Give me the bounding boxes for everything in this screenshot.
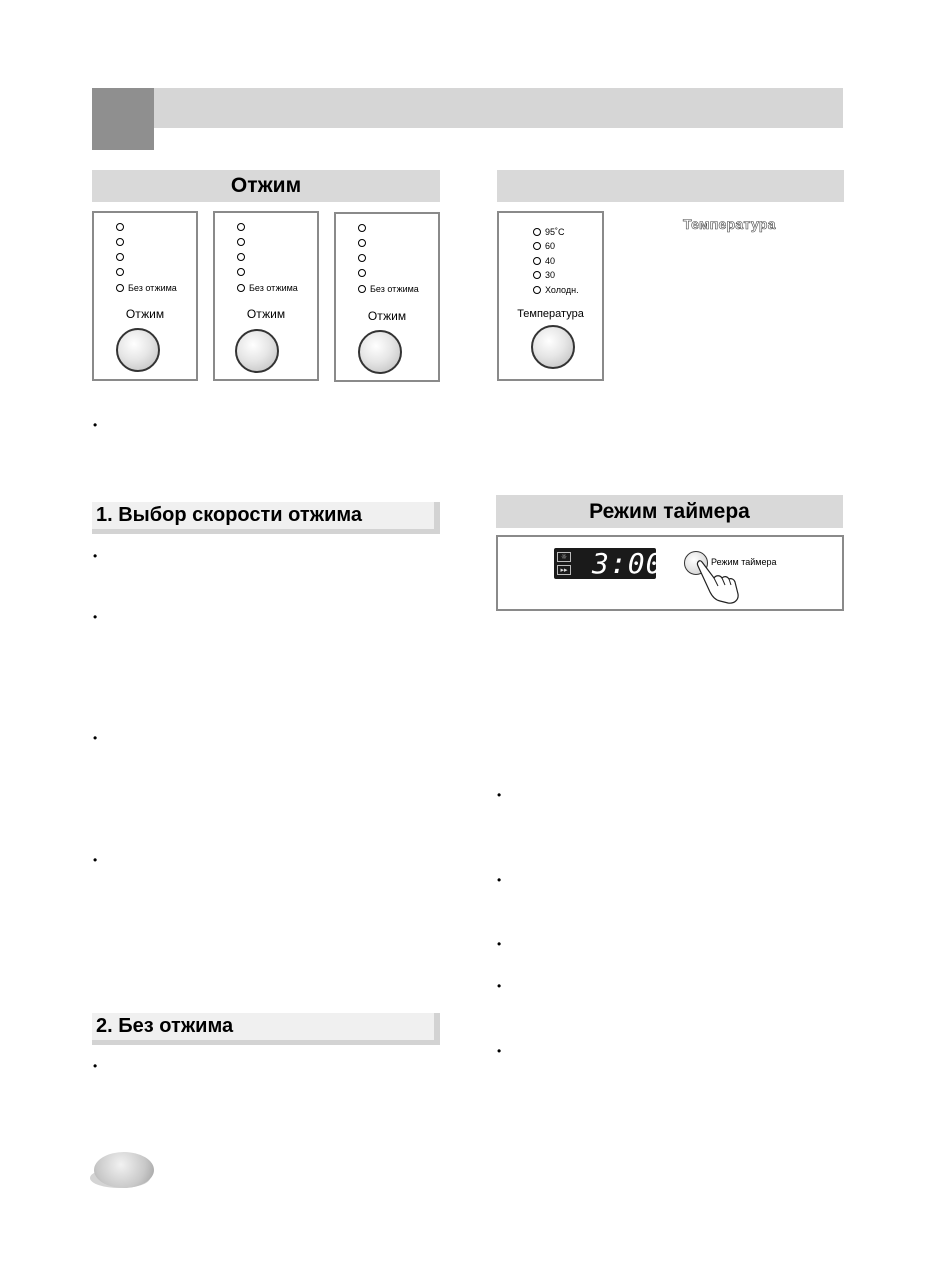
temperature-button[interactable] <box>531 325 575 369</box>
timer-panel <box>496 535 844 611</box>
timer-display-value: 3:00 <box>592 547 664 580</box>
no-spin-label: Без отжима <box>370 284 419 294</box>
spin-button[interactable] <box>358 330 402 374</box>
led-indicator <box>358 239 366 247</box>
temperature-side-label: Температура <box>683 216 776 232</box>
temp-option: 95˚C <box>545 227 565 237</box>
led-indicator <box>116 223 124 231</box>
temperature-section-header <box>497 170 844 202</box>
led-indicator <box>358 285 366 293</box>
led-indicator <box>533 228 541 236</box>
temp-option: 40 <box>545 256 556 266</box>
spin-button-label: Отжим <box>125 307 165 321</box>
led-indicator <box>116 284 124 292</box>
spin-section-header: Отжим <box>92 170 440 202</box>
spin-panel-1 <box>92 211 198 381</box>
bullet: • <box>497 788 502 802</box>
bullet: • <box>93 418 98 432</box>
spin-button[interactable] <box>116 328 160 372</box>
temp-option: Холодн. <box>545 285 579 295</box>
led-indicator <box>533 257 541 265</box>
temp-option: 30 <box>545 270 556 280</box>
no-spin-label: Без отжима <box>249 283 298 293</box>
page-header-block <box>92 88 154 150</box>
bullet: • <box>93 549 98 563</box>
page-header-bar <box>92 88 843 128</box>
led-indicator <box>237 253 245 261</box>
bullet: • <box>93 610 98 624</box>
led-indicator <box>358 224 366 232</box>
led-indicator <box>237 238 245 246</box>
timer-section-header: Режим таймера <box>496 495 843 528</box>
bullet: • <box>497 937 502 951</box>
led-indicator <box>116 238 124 246</box>
temperature-panel <box>497 211 604 381</box>
spin-button-label: Отжим <box>367 309 407 323</box>
delay-icon: ☼ <box>557 552 571 562</box>
temperature-button-label: Температура <box>517 308 584 320</box>
led-indicator <box>237 284 245 292</box>
spin-panel-2 <box>213 211 319 381</box>
spin-speed-subheader: 1. Выбор скорости отжима <box>92 502 440 534</box>
led-indicator <box>116 253 124 261</box>
no-spin-subheader: 2. Без отжима <box>92 1013 440 1045</box>
spin-panel-3 <box>334 212 440 382</box>
led-indicator <box>237 223 245 231</box>
bullet: • <box>93 853 98 867</box>
led-indicator <box>533 286 541 294</box>
led-indicator <box>533 242 541 250</box>
bullet: • <box>497 873 502 887</box>
led-indicator <box>358 269 366 277</box>
timer-display <box>554 547 664 580</box>
pointing-hand-icon <box>696 556 742 606</box>
bullet: • <box>93 731 98 745</box>
start-pause-icon: ▸▸ <box>557 565 571 575</box>
spin-button-label: Отжим <box>246 307 286 321</box>
no-spin-label: Без отжима <box>128 283 177 293</box>
bullet: • <box>93 1059 98 1073</box>
led-indicator <box>358 254 366 262</box>
page-number-oval <box>94 1152 154 1188</box>
timer-button-label: Режим таймера <box>711 557 777 567</box>
bullet: • <box>497 979 502 993</box>
led-indicator <box>116 268 124 276</box>
temp-option: 60 <box>545 241 556 251</box>
bullet: • <box>497 1044 502 1058</box>
spin-button[interactable] <box>235 329 279 373</box>
led-indicator <box>237 268 245 276</box>
led-indicator <box>533 271 541 279</box>
